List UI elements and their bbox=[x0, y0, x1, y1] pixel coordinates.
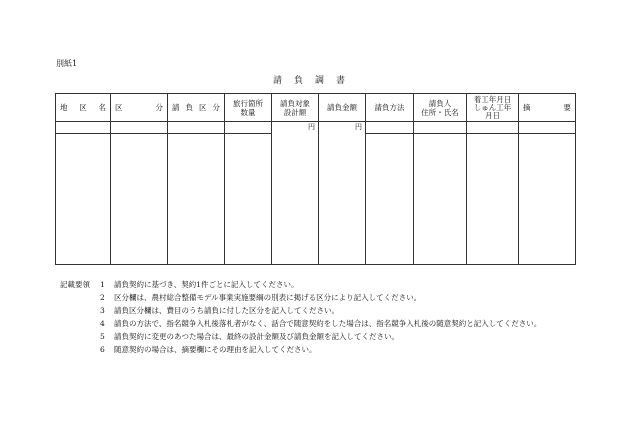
table-body-cell bbox=[111, 134, 168, 265]
notes-heading: 記載要領 bbox=[60, 280, 90, 289]
table-body-cell bbox=[414, 134, 467, 265]
note-text: 請負の方法で、指名競争入札後落札者がなく、話合で随意契約をした場合は、指名競争入札後の随意契約と記入してください。 bbox=[114, 319, 542, 328]
header-category: 区 分 bbox=[111, 94, 168, 122]
cell bbox=[168, 122, 225, 134]
note-number: 5 bbox=[100, 332, 105, 341]
note-text: 請負契約に基づき、契約1件ごとに記入してください。 bbox=[114, 280, 299, 289]
note-number: 6 bbox=[100, 345, 105, 354]
note-number: 3 bbox=[100, 306, 105, 315]
cell bbox=[467, 122, 519, 134]
table-body-cell bbox=[272, 134, 319, 265]
cell bbox=[111, 122, 168, 134]
cell bbox=[225, 122, 272, 134]
header-design-amount: 請負対象 設計額 bbox=[272, 94, 319, 122]
note-number: 2 bbox=[100, 293, 105, 302]
header-dates: 着工年月日 しゅん工年 月日 bbox=[467, 94, 519, 122]
cell bbox=[56, 122, 111, 134]
table-body-cell bbox=[519, 134, 576, 265]
note-number: 1 bbox=[100, 280, 105, 289]
header-area-name: 地 区 名 bbox=[56, 94, 111, 122]
contract-table bbox=[55, 93, 576, 265]
header-contract-method: 請負方法 bbox=[366, 94, 414, 122]
cell bbox=[366, 122, 414, 134]
notes-section bbox=[60, 278, 580, 356]
note-text: 区分欄は、農村総合整備モデル事業実施要綱の別表に掲げる区分により記入してください。 bbox=[114, 293, 422, 302]
attachment-label: 別紙1 bbox=[56, 59, 78, 68]
header-contractor: 請負人 住所・氏名 bbox=[414, 94, 467, 122]
header-remarks: 摘 要 bbox=[519, 94, 576, 122]
header-contract-amount: 請負金額 bbox=[319, 94, 366, 122]
table-body-cell bbox=[56, 134, 111, 265]
note-text: 請負区分欄は、費目のうち請負に付した区分を記入してください。 bbox=[114, 306, 339, 315]
table-body-cell bbox=[467, 134, 519, 265]
note-text: 請負契約に変更のあつた場合は、最終の設計金額及び請負金額を記入してください。 bbox=[114, 332, 399, 341]
table-body-cell bbox=[366, 134, 414, 265]
table-body-cell bbox=[225, 134, 272, 265]
cell bbox=[414, 122, 467, 134]
table-body-cell bbox=[319, 134, 366, 265]
table-body-cell bbox=[168, 134, 225, 265]
note-text: 随意契約の場合は、摘要欄にその理由を記入してください。 bbox=[114, 345, 317, 354]
cell bbox=[519, 122, 576, 134]
document-title: 請負調書 bbox=[272, 76, 357, 86]
note-number: 4 bbox=[100, 319, 105, 328]
unit-yen-design: 円 bbox=[272, 122, 319, 134]
unit-yen-amount: 円 bbox=[319, 122, 366, 134]
header-travel-quantity: 旅行箇所 数量 bbox=[225, 94, 272, 122]
header-contract-class: 請 負 区 分 bbox=[168, 94, 225, 122]
